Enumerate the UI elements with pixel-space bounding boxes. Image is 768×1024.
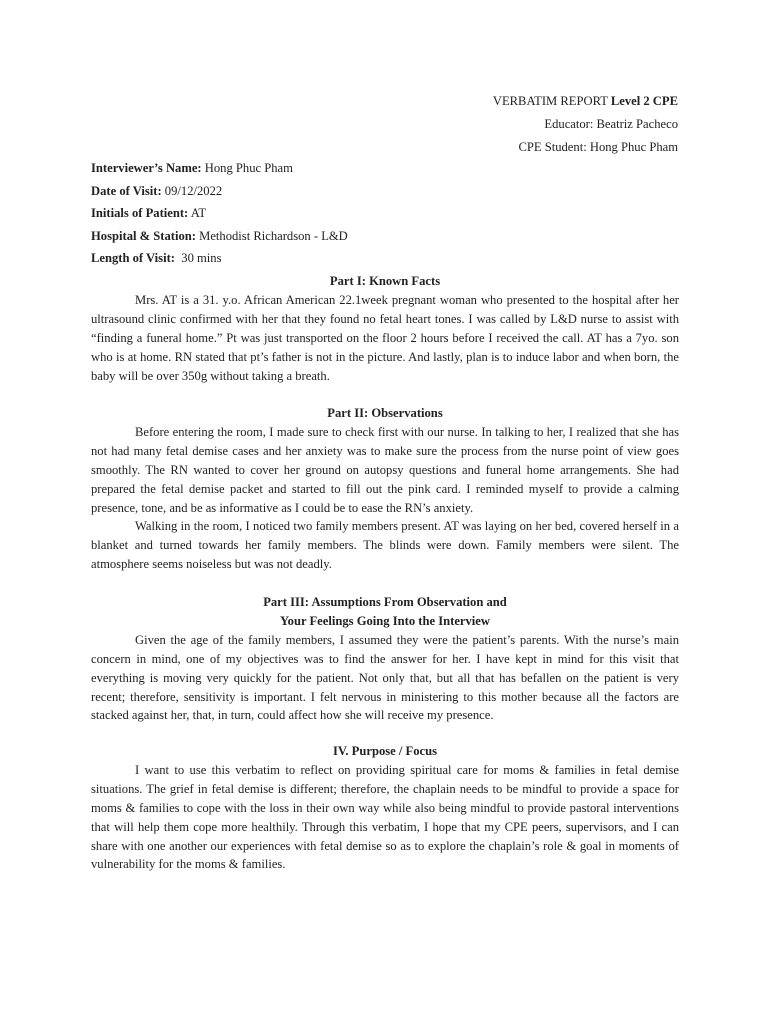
section-title-line-1: Part III: Assumptions From Observation and: [263, 595, 507, 609]
visit-info: [91, 157, 348, 270]
report-title-prefix: VERBATIM REPORT: [492, 94, 611, 108]
section-title-line-2: Your Feelings Going Into the Interview: [279, 613, 490, 628]
report-title: [493, 90, 678, 113]
paragraph: Mrs. AT is a 31. y.o. African American 22.1week pregnant woman who presented to the hospital after her ultrasound clinic confirmed with her that they found no fetal heart tones. I was called by L&D nurse to assist with “finding a funeral home.” Pt was just transported on the floor 2 hours before I received the call. AT has a 7yo. son who is at home. RN stated that pt’s father is not in the picture. And lastly, plan is to induce labor and when born, the baby will be over 350g without taking a breath.: [91, 292, 679, 383]
section-title: Part I: Known Facts: [329, 274, 441, 288]
paragraph: Given the age of the family members, I assumed they were the patient’s parents. With the nurse’s main concern in mind, one of my objectives was to find the answer for her. I have kept in mind for this visit that everything is moving very quickly for the patient. Not only that, but all that has befallen on the patient is very recent; therefore, sensitivity is important. I felt nervous in ministering to this mother because all the factors are stacked against her, that, in turn, could affect how she will receive my presence.: [91, 632, 679, 723]
section-purpose: [91, 742, 679, 874]
student-line: CPE Student: Hong Phuc Pham: [518, 140, 678, 154]
interviewer-label: Interviewer’s Name:: [91, 161, 202, 175]
date-row: [91, 180, 348, 203]
section-observations: [91, 404, 679, 574]
paragraph: Walking in the room, I noticed two family members present. AT was laying on her bed, covered herself in a blanket and turned towards her family members. The blinds were down. Family members were silent. The atmosphere seems noiseless but was not deadly.: [91, 519, 679, 572]
paragraph: I want to use this verbatim to reflect on providing spiritual care for moms & families in fetal demise situations. The grief in fetal demise is different; therefore, the chaplain needs to be mindful to provide a space for moms & families to cope with the loss in their own way while also being mindful to provide pastoral interventions that will help them cope more healthily. Through this verbatim, I hope that my CPE peers, supervisors, and I can share with one another our experiences with fetal demise so as to explore the chaplain’s role & goal in moments of vulnerability for the moms & families.: [91, 762, 679, 872]
educator-line: Educator: Beatriz Pacheco: [544, 117, 678, 131]
date-label: Date of Visit:: [91, 183, 162, 198]
length-label: Length of Visit:: [91, 251, 175, 265]
paragraph: Before entering the room, I made sure to check first with our nurse. In talking to her, I realized that she has not had many fetal demise cases and her anxiety was to make sure the process from the nurse point of view goes smoothly. The RN wanted to cover her ground on autopsy questions and funeral home arrangements. She had prepared the fetal demise packet and started to fill out the pink card. I reminded myself to provide a calming presence, tone, and be as informative as I could be to ease the RN’s anxiety.: [91, 424, 679, 515]
section-assumptions: [91, 593, 679, 725]
hospital-row: [91, 225, 348, 248]
date-value: 09/12/2022: [161, 183, 223, 198]
hospital-label: Hospital & Station:: [91, 228, 196, 243]
section-known-facts: [91, 272, 679, 385]
length-value: 30 mins: [174, 251, 222, 265]
report-header: [493, 90, 678, 159]
initials-value: AT: [188, 206, 207, 220]
initials-row: [91, 202, 348, 225]
initials-label: Initials of Patient:: [91, 206, 189, 220]
interviewer-row: [91, 157, 348, 180]
hospital-value: Methodist Richardson - L&D: [195, 228, 348, 243]
section-title: IV. Purpose / Focus: [332, 744, 438, 758]
section-title: Part II: Observations: [327, 406, 443, 420]
report-level: Level 2 CPE: [610, 94, 678, 108]
length-row: [91, 247, 348, 270]
interviewer-value: Hong Phuc Pham: [201, 161, 293, 175]
